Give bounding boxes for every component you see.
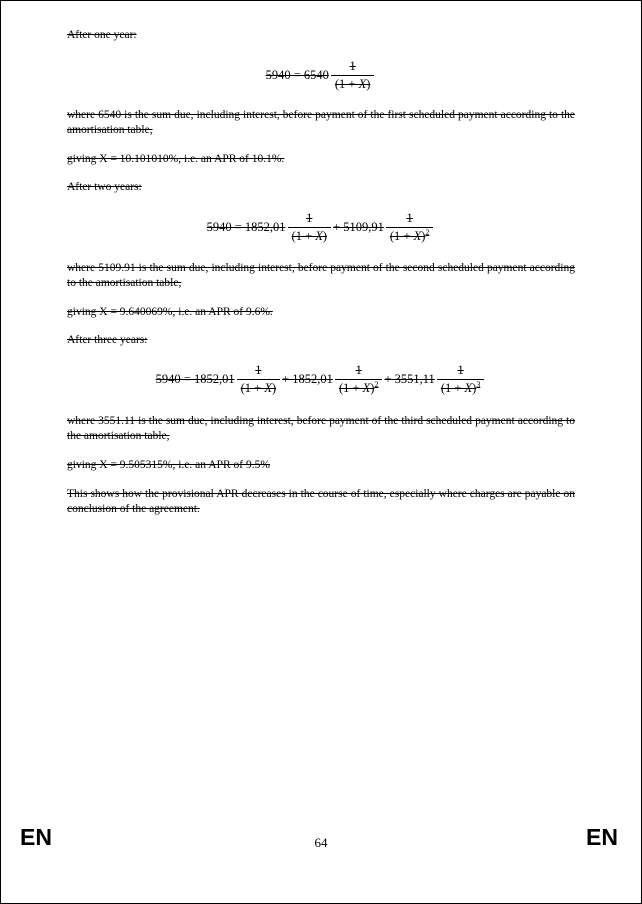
- formula-3-denominator-1: [237, 379, 281, 397]
- formula-3-fraction-1: [237, 362, 281, 397]
- formula-three-years: [67, 362, 575, 397]
- formula-1-denominator: [331, 75, 375, 93]
- formula-2-denominator-2: [386, 227, 434, 245]
- formula-2-fraction-2: [386, 210, 434, 245]
- formula-2-lhs: 5940 = 1852,01: [206, 220, 286, 234]
- formula-3-lhs: 5940 = 1852,01: [155, 372, 235, 386]
- paragraph-sum-due-second: where 5109.91 is the sum due, including interest, before payment of the second scheduled payment according to the amortisation table,: [67, 262, 575, 289]
- language-label-left: EN: [20, 824, 52, 850]
- formula-3-den3-open: (1 +: [440, 381, 465, 395]
- formula-1-den-open: (1 +: [334, 77, 359, 91]
- formula-2-numerator-1: 1: [306, 211, 313, 225]
- formula-3-operator-2: + 3551,11: [384, 372, 435, 386]
- formula-2-fraction-1: [288, 210, 332, 245]
- formula-2-variable-1: X: [315, 229, 323, 243]
- formula-3-numerator-1: 1: [255, 363, 262, 377]
- formula-1-den-close: ): [366, 77, 371, 91]
- formula-one-year: [67, 58, 575, 93]
- formula-3-exponent-3: 3: [476, 379, 481, 389]
- paragraph-conclusion: This shows how the provisional APR decreases in the course of time, especially where charges are payable on conclusion of the agreement.: [67, 488, 575, 515]
- formula-2-operator: + 5109,91: [333, 220, 384, 234]
- paragraph-sum-due-third: where 3551.11 is the sum due, including interest, before payment of the third scheduled payment according to the amortisation table,: [67, 415, 575, 442]
- formula-2-numerator-2: 1: [406, 211, 413, 225]
- language-label-right: EN: [586, 824, 618, 850]
- formula-1-numerator: 1: [349, 59, 356, 73]
- formula-3-denominator-2: [335, 379, 383, 397]
- formula-2-variable-2: X: [413, 229, 422, 243]
- page-number: 64: [314, 835, 328, 850]
- formula-3-operator-1: + 1852,01: [282, 372, 333, 386]
- paragraph-result-one-year: giving X = 10.101010%, i.e. an APR of 10.1%.: [67, 153, 285, 165]
- formula-1-fraction: [331, 58, 375, 93]
- formula-3-numerator-2: 1: [355, 363, 362, 377]
- formula-3-fraction-2: [335, 362, 383, 397]
- formula-2-den1-close: ): [322, 229, 328, 243]
- formula-1-lhs: 5940 = 6540: [265, 68, 329, 82]
- formula-3-den2-close: ): [370, 381, 375, 395]
- formula-3-den2-open: (1 +: [338, 381, 363, 395]
- formula-3-variable-1: X: [264, 381, 272, 395]
- formula-2-den2-open: (1 +: [389, 229, 414, 243]
- formula-3-variable-2: X: [362, 381, 371, 395]
- formula-2-den1-open: (1 +: [291, 229, 316, 243]
- formula-3-fraction-3: [437, 362, 485, 397]
- heading-after-one-year: After one year:: [67, 29, 137, 41]
- formula-2-denominator-1: [288, 227, 332, 245]
- formula-2-den2-close: ): [421, 229, 426, 243]
- formula-3-exponent-2: 2: [374, 379, 379, 389]
- formula-two-years: [67, 210, 575, 245]
- formula-1-variable: X: [358, 77, 367, 91]
- paragraph-sum-due-first: where 6540 is the sum due, including interest, before payment of the first scheduled payment according to the amortisation table,: [67, 109, 575, 136]
- formula-3-denominator-3: [437, 379, 485, 397]
- heading-after-three-years: After three years:: [67, 334, 148, 346]
- formula-3-variable-3: X: [464, 381, 473, 395]
- formula-3-den3-close: ): [472, 381, 477, 395]
- paragraph-result-two-years: giving X = 9.640069%, i.e. an APR of 9.6%.: [67, 306, 273, 318]
- formula-2-exponent: 2: [425, 227, 430, 237]
- formula-3-den1-open: (1 +: [240, 381, 265, 395]
- formula-3-numerator-3: 1: [457, 363, 464, 377]
- heading-after-two-years: After two years:: [67, 181, 142, 193]
- formula-3-den1-close: ): [271, 381, 277, 395]
- paragraph-result-three-years: giving X = 9.505315%, i.e. an APR of 9.5%: [67, 459, 270, 471]
